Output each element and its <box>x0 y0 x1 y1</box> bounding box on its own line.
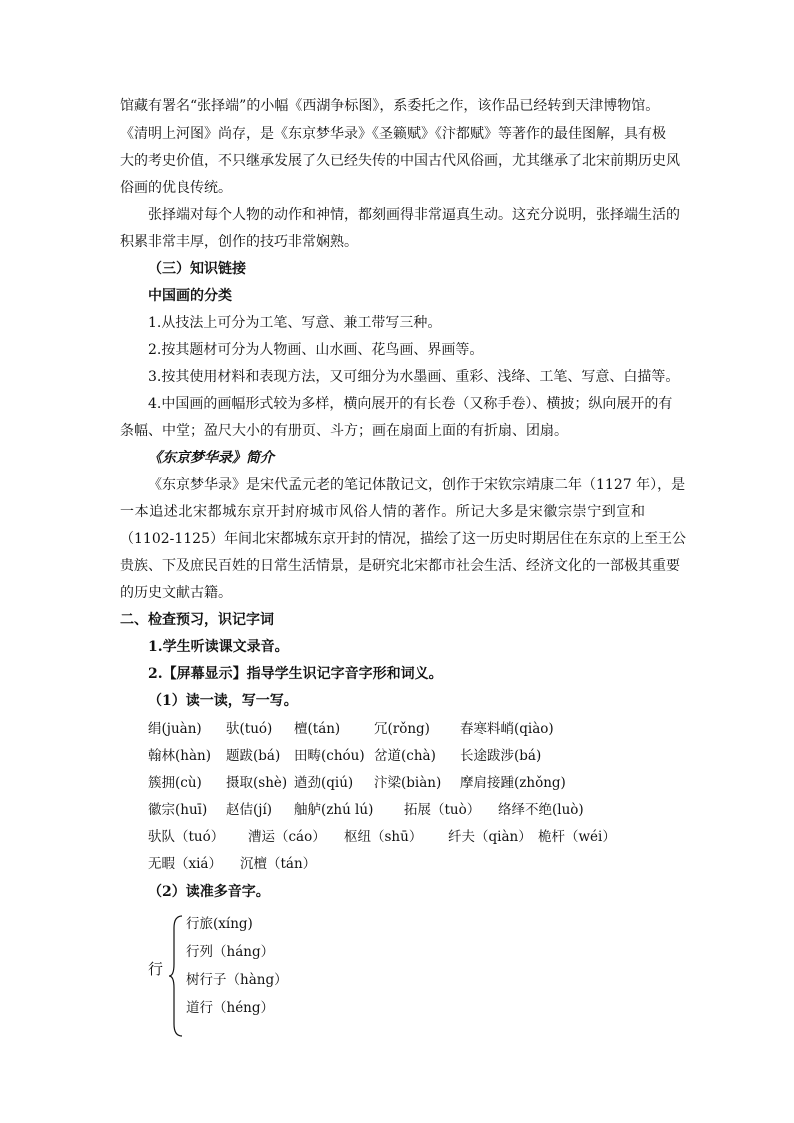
paragraph1-line-3: 大的考史价值，不只继承发展了久已经失传的中国古代风俗画，尤其继承了北宋前期历史风 <box>120 153 680 169</box>
dongjing-line-1: 《东京梦华录》是宋代孟元老的笔记体散记文，创作于宋钦宗靖康二年（1127 年），是 <box>148 477 686 493</box>
vocab-item: 春寒料峭(qiào) <box>460 721 554 737</box>
dongjing-line-5: 的历史文献古籍。 <box>120 585 232 601</box>
classification-item-3: 3.按其使用材料和表现方法，又可细分为水墨画、重彩、浅绛、工笔、写意、白描等。 <box>148 369 680 385</box>
vocab-item: 络绎不绝(luò) <box>498 802 584 818</box>
classification-item-1: 1.从技法上可分为工笔、写意、兼工带写三种。 <box>148 315 442 331</box>
section2-title: 二、检查预习，识记字词 <box>120 612 274 628</box>
section2-sub2: （2）读准多音字。 <box>148 884 270 900</box>
paragraph2-line-1: 张择端对每个人物的动作和神情，都刻画得非常逼真生动。这充分说明，张择端生活的 <box>148 207 680 223</box>
vocab-item: 驮(tuó) <box>226 721 273 737</box>
vocab-item: 长途跋涉(bá) <box>460 748 542 764</box>
vocab-item: 遒劲(qiú) <box>294 775 354 791</box>
polyphone-item: 树行子（hàng） <box>186 972 288 988</box>
vocab-item: 岔道(chà) <box>374 748 436 764</box>
vocab-item: 田畴(chóu) <box>294 748 365 764</box>
paragraph1-line-1: 馆藏有署名“张择端”的小幅《西湖争标图》，系委托之作，该作品已经转到天津博物馆。 <box>120 98 660 114</box>
paragraph2-line-2: 积累非常丰厚，创作的技巧非常娴熟。 <box>120 234 358 250</box>
vocab-item: 汴梁(biàn) <box>374 775 442 791</box>
vocab-item: 枢纽（shū） <box>344 829 423 845</box>
vocab-item: 题跋(bá) <box>226 748 281 764</box>
section3-title: （三）知识链接 <box>148 261 246 277</box>
polyphone-item: 行旅(xíng) <box>186 916 253 932</box>
dongjing-line-2: 一本追述北宋都城东京开封府城市风俗人情的著作。所记大多是宋徽宗崇宁到宣和 <box>120 504 646 520</box>
vocab-item: 舳舻(zhú lú) <box>294 802 374 818</box>
classification-item-4-cont: 条幅、中堂；盈尺大小的有册页、斗方；画在扇面上面的有折扇、团扇。 <box>120 423 568 439</box>
polyphone-char: 行 <box>148 960 164 978</box>
vocab-item: 驮队（tuó） <box>148 829 225 845</box>
vocab-item: 纤夫（qiàn） <box>448 829 532 845</box>
vocab-item: 漕运（cáo） <box>248 829 326 845</box>
vocab-item: 无暇（xiá） <box>148 856 222 872</box>
paragraph1-line-4: 俗画的优良传统。 <box>120 180 232 196</box>
polyphone-group <box>148 910 448 1040</box>
dongjing-line-3: （1102-1125）年间北宋都城东京开封的情况，描绘了这一历史时期居住在东京的上至王公 <box>120 531 686 547</box>
vocab-item: 檀(tán) <box>294 721 341 737</box>
classification-item-4: 4.中国画的画幅形式较为多样，横向展开的有长卷（又称手卷）、横披；纵向展开的有 <box>148 396 673 412</box>
vocab-item: 桅杆（wéi） <box>538 829 616 845</box>
section2-step2: 2.【屏幕显示】指导学生识记字音字形和词义。 <box>148 666 443 682</box>
vocab-item: 拓展（tuò） <box>404 802 481 818</box>
vocab-item: 绢(juàn) <box>148 721 202 737</box>
classification-title: 中国画的分类 <box>148 288 232 304</box>
classification-item-2: 2.按其题材可分为人物画、山水画、花鸟画、界画等。 <box>148 342 484 358</box>
section2-step1: 1.学生听读课文录音。 <box>148 639 289 655</box>
dongjing-line-4: 贵族、下及庶民百姓的日常生活情景，是研究北宋都市社会生活、经济文化的一部极其重要 <box>120 558 680 574</box>
brace-icon <box>168 914 184 1038</box>
vocab-item: 簇拥(cù) <box>148 775 202 791</box>
paragraph1-line-2: 《清明上河图》尚存，是《东京梦华录》《圣籁赋》《汴都赋》等著作的最佳图解，具有极 <box>120 126 666 142</box>
polyphone-item: 道行（héng） <box>186 1000 275 1016</box>
vocab-item: 翰林(hàn) <box>148 748 211 764</box>
vocab-item: 沉檀（tán） <box>240 856 317 872</box>
vocab-item: 徽宗(huī) <box>148 802 208 818</box>
dongjing-title: 《东京梦华录》简介 <box>148 450 274 466</box>
vocab-item: 摩肩接踵(zhǒng) <box>460 775 566 791</box>
polyphone-item: 行列（háng） <box>186 944 275 960</box>
vocab-item: 冗(rǒng) <box>374 721 430 737</box>
vocab-item: 摄取(shè) <box>226 775 288 791</box>
vocab-item: 赵佶(jí) <box>226 802 273 818</box>
section2-sub1: （1）读一读，写一写。 <box>148 693 298 709</box>
